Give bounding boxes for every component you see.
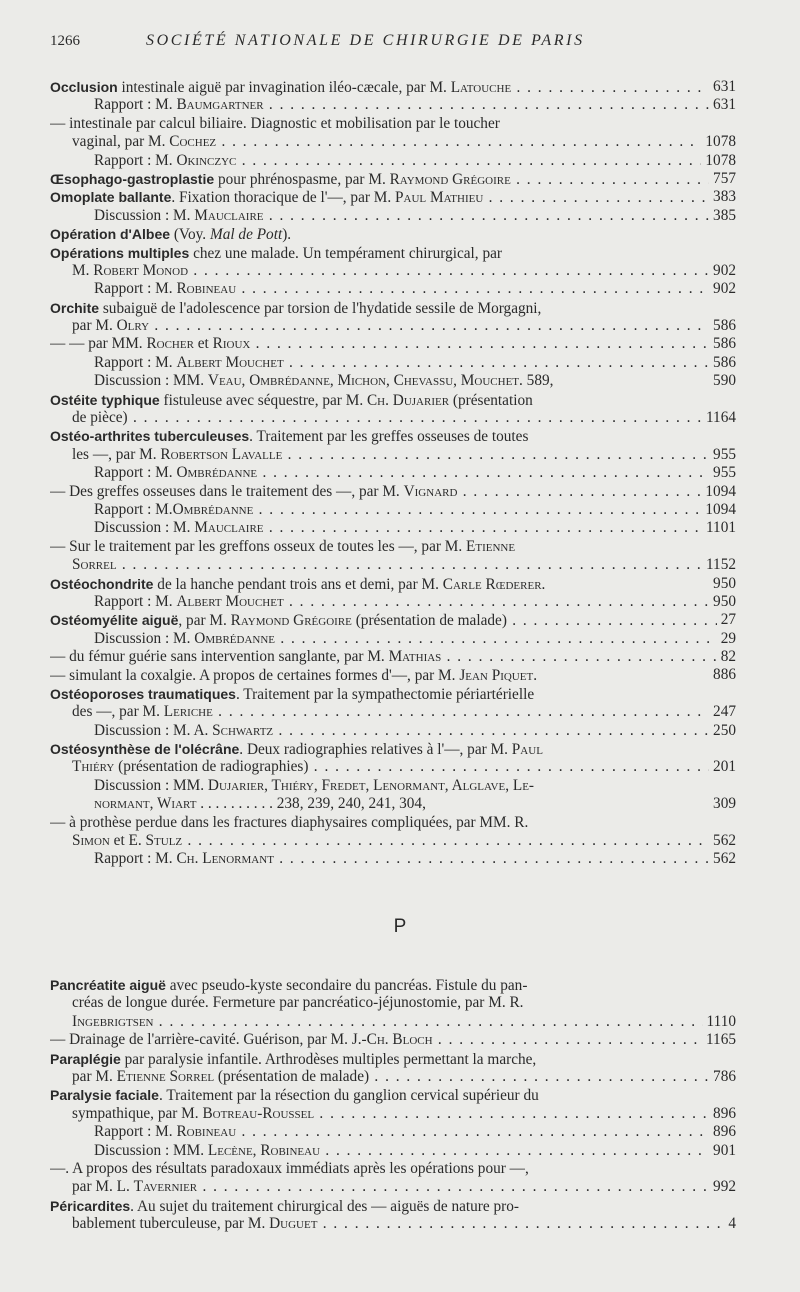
entry-text: Rapport : M. Okinczyc . . . [94,152,736,169]
entry-text: Discussion : MM. Dujarier, Thiéry, Fredet, Lenormant, Alglave, Le- [94,776,535,794]
entry-line [50,1068,736,1086]
entry-line [50,850,736,868]
index-entry [50,483,736,501]
index-entry [50,722,736,740]
index-entry [50,740,736,777]
index-entry [50,1160,736,1197]
index-entry [50,464,736,482]
page-reference: 757 [709,170,736,188]
page-reference: 27 [717,611,736,629]
index-section-o [50,78,736,869]
entry-line [50,78,736,96]
page-reference: 1078 [701,133,736,151]
index-entry [50,427,736,464]
index-entry [50,519,736,537]
index-entry [50,354,736,372]
page-reference: 950 [709,593,736,611]
entry-text: Ingebrigtsen . . . [72,1013,736,1030]
index-entry [50,648,736,666]
entry-line [50,188,736,206]
entry-text: des —, par M. Leriche . . . [72,703,736,720]
index-entry [50,814,736,851]
entry-line [50,354,736,372]
page-reference: 786 [709,1068,736,1086]
index-entry [50,1086,736,1123]
entry-line [50,685,736,703]
entry-line [50,170,736,188]
entry-text: Ostéomyélite aiguë, par M. Raymond Grégoire (présentation de malade) . . . [50,612,736,629]
entry-text: Opération d'Albee (Voy. Mal de Pott). [50,226,292,244]
page-reference: 385 [709,207,736,225]
entry-text: Discussion : MM. Veau, Ombrédanne, Michon, Chevassu, Mouchet. 589, [94,372,554,390]
entry-line [50,262,736,280]
page-reference: 1164 [702,409,736,427]
entry-line [50,1086,736,1104]
entry-text: Rapport : M. Robineau . . . [94,1123,736,1140]
page-reference: 901 [709,1142,736,1160]
entry-line [50,483,736,501]
entry-line [50,994,736,1012]
index-entry [50,115,736,152]
entry-line [50,409,736,427]
entry-text: Rapport : M.Ombrédanne . . . [94,501,736,518]
entry-line [50,152,736,170]
index-entry [50,501,736,519]
entry-line [50,225,736,243]
page-reference: 631 [709,96,736,114]
entry-line [50,317,736,335]
entry-text: normant, Wiart . . . . . . . . . . 238, 239, 240, 241, 304, [94,795,426,813]
entry-text: Ostéosynthèse de l'olécrâne. Deux radiographies relatives à l'—, par M. Paul [50,741,543,759]
entry-line [50,976,736,994]
page-reference: 955 [709,464,736,482]
index-entry [50,1031,736,1049]
entry-line [50,611,736,629]
entry-text: Discussion : M. Mauclaire . . . [94,207,736,224]
journal-title: SOCIÉTÉ NATIONALE DE CHIRURGIE DE PARIS [146,32,585,49]
index-entry [50,225,736,243]
index-entry [50,280,736,298]
entry-line [50,133,736,151]
entry-line [50,299,736,317]
page-number: 1266 [50,33,80,49]
entry-line [50,832,736,850]
page-reference: 590 [709,372,736,390]
entry-line [50,244,736,262]
index-entry [50,391,736,428]
page-reference: 247 [709,703,736,721]
entry-text: Ostéochondrite de la hanche pendant trois ans et demi, par M. Carle Rœderer. [50,575,546,593]
index-entry [50,976,736,1031]
page-reference: 896 [709,1105,736,1123]
entry-text: Ostéo-arthrites tuberculeuses. Traitement par les greffes osseuses de toutes [50,428,529,446]
entry-text: Ostéoporoses traumatiques. Traitement par la sympathectomie périartérielle [50,685,535,703]
index-entry [50,538,736,575]
entry-line [50,1105,736,1123]
entry-text: Rapport : M. Albert Mouchet . . . [94,593,736,610]
entry-line [50,703,736,721]
page-reference: 1094 [701,501,736,519]
page-reference: 29 [717,630,736,648]
page-reference: 586 [709,335,736,353]
entry-text: — à prothèse perdue dans les fractures diaphysaires compliquées, par MM. R. [50,813,529,831]
entry-text: Omoplate ballante. Fixation thoracique de l'—, par M. Paul Mathieu . . . [50,189,736,206]
entry-line [50,1050,736,1068]
entry-line [50,335,736,353]
entry-text: Thiéry (présentation de radiographies) . . . [72,758,736,775]
entry-text: Rapport : M. Albert Mouchet . . . [94,354,736,371]
page-reference: 250 [709,722,736,740]
running-head [50,32,750,52]
index-entry [50,630,736,648]
entry-line [50,1215,736,1233]
entry-text: Discussion : M. Ombrédanne . . . [94,630,736,647]
index-entry [50,575,736,593]
index-entry [50,244,736,281]
index-entry [50,372,736,390]
index-entry [50,1123,736,1141]
entry-text: Rapport : M. Baumgartner . . . [94,96,736,113]
entry-line [50,1142,736,1160]
page-reference: 1165 [702,1031,736,1049]
entry-text: — — par MM. Rocher et Rioux . . . [50,335,736,352]
index-entry [50,685,736,722]
entry-text: bablement tuberculeuse, par M. Duguet . . . [72,1215,736,1232]
entry-line [50,519,736,537]
section-letter: P [393,916,407,937]
entry-text: vaginal, par M. Cochez . . . [72,133,736,150]
entry-text: Rapport : M. Robineau . . . [94,280,736,297]
entry-line [50,795,736,813]
page-reference: 1078 [701,152,736,170]
page-reference: 383 [709,188,736,206]
entry-text: Simon et E. Stulz . . . [72,832,736,849]
entry-line [50,593,736,611]
page-reference: 902 [709,262,736,280]
entry-text: — Sur le traitement par les greffons osseux de toutes les —, par M. Etienne [50,537,516,555]
entry-line [50,758,736,776]
entry-text: par M. Olry . . . [72,317,736,334]
entry-text: de pièce) . . . [72,409,736,426]
entry-text: — du fémur guérie sans intervention sanglante, par M. Mathias . . . [50,648,736,665]
entry-text: Péricardites. Au sujet du traitement chirurgical des — aiguës de nature pro- [50,1197,519,1215]
entry-line [50,1197,736,1215]
entry-line [50,556,736,574]
page-reference: 950 [709,575,736,593]
entry-text: par M. Etienne Sorrel (présentation de malade) . . . [72,1068,736,1085]
entry-line [50,1178,736,1196]
page-reference: 1094 [701,483,736,501]
index-entry [50,207,736,225]
entry-line [50,1031,736,1049]
entry-line [50,538,736,556]
entry-text: — Des greffes osseuses dans le traitement des —, par M. Vignard . . . [50,483,736,500]
index-entry [50,777,736,814]
page-reference: 586 [709,317,736,335]
entry-line [50,667,736,685]
page-reference: 1101 [702,519,736,537]
entry-line [50,96,736,114]
index-entry [50,611,736,629]
index-entry [50,335,736,353]
index-entry [50,299,736,336]
entry-line [50,630,736,648]
entry-text: créas de longue durée. Fermeture par pancréatico-jéjunostomie, par M. R. [72,994,524,1012]
page-reference: 1110 [703,1013,736,1031]
entry-line [50,464,736,482]
entry-text: Ostéite typhique fistuleuse avec séquestre, par M. Ch. Dujarier (présentation [50,391,533,409]
page-reference: 309 [709,795,736,813]
entry-text: Discussion : M. Mauclaire . . . [94,519,736,536]
entry-text: Opérations multiples chez une malade. Un tempérament chirurgical, par [50,244,502,262]
entry-text: — intestinale par calcul biliaire. Diagnostic et mobilisation par le toucher [50,114,500,132]
entry-text: Discussion : MM. Lecène, Robineau . . . [94,1142,736,1159]
page-reference: 562 [709,850,736,868]
entry-line [50,280,736,298]
entry-line [50,207,736,225]
index-entry [50,1142,736,1160]
entry-line [50,1013,736,1031]
entry-text: Paraplégie par paralysie infantile. Arthrodèses multiples permettant la marche, [50,1050,537,1068]
entry-line [50,777,736,795]
index-entry [50,1050,736,1087]
entry-line [50,740,736,758]
page-reference: 955 [709,446,736,464]
index-entry [50,188,736,206]
entry-text: Discussion : M. A. Schwartz . . . [94,722,736,739]
page-reference: 886 [709,667,736,685]
entry-text: — Drainage de l'arrière-cavité. Guérison, par M. J.-Ch. Bloch . . . [50,1031,736,1048]
entry-text: M. Robert Monod . . . [72,262,736,279]
entry-text: Occlusion intestinale aiguë par invagination iléo-cæcale, par M. Latouche . . . [50,79,736,96]
entry-line [50,814,736,832]
entry-line [50,427,736,445]
page-reference: 82 [717,648,736,666]
entry-text: —. A propos des résultats paradoxaux immédiats après les opérations pour —, [50,1159,529,1177]
entry-text: Rapport : M. Ch. Lenormant . . . [94,850,736,867]
entry-text: par M. L. Tavernier . . . [72,1178,736,1195]
entry-text: Orchite subaiguë de l'adolescence par torsion de l'hydatide sessile de Morgagni, [50,299,542,317]
entry-line [50,722,736,740]
entry-text: les —, par M. Robertson Lavalle . . . [72,446,736,463]
entry-text: Paralysie faciale. Traitement par la résection du ganglion cervical supérieur du [50,1087,539,1105]
index-entry [50,667,736,685]
entry-text: Rapport : M. Ombrédanne . . . [94,464,736,481]
page-reference: 992 [709,1178,736,1196]
entry-line [50,1123,736,1141]
page-reference: 1152 [702,556,736,574]
index-entry [50,1197,736,1234]
page-reference: 4 [724,1215,736,1233]
entry-line [50,446,736,464]
entry-line [50,575,736,593]
page-reference: 896 [709,1123,736,1141]
entry-text: Œsophago-gastroplastie pour phrénospasme, par M. Raymond Grégoire . . . [50,171,736,188]
page-reference: 631 [709,78,736,96]
entry-text: Pancréatite aiguë avec pseudo-kyste secondaire du pancréas. Fistule du pan- [50,977,528,994]
entry-line [50,115,736,133]
entry-line [50,372,736,390]
page-reference: 902 [709,280,736,298]
page-reference: 201 [709,758,736,776]
page-reference: 562 [709,832,736,850]
entry-line [50,648,736,666]
index-entry [50,78,736,96]
index-entry [50,170,736,188]
entry-text: Sorrel . . . [72,556,736,573]
entry-line [50,501,736,519]
entry-line [50,1160,736,1178]
index-entry [50,152,736,170]
page-reference: 586 [709,354,736,372]
index-entry [50,593,736,611]
entry-text: sympathique, par M. Botreau-Roussel . . . [72,1105,736,1122]
index-entry [50,96,736,114]
index-section-p [50,976,736,1233]
entry-line [50,391,736,409]
entry-text: — simulant la coxalgie. A propos de certaines formes d'—, par M. Jean Piquet. [50,666,538,684]
index-entry [50,850,736,868]
